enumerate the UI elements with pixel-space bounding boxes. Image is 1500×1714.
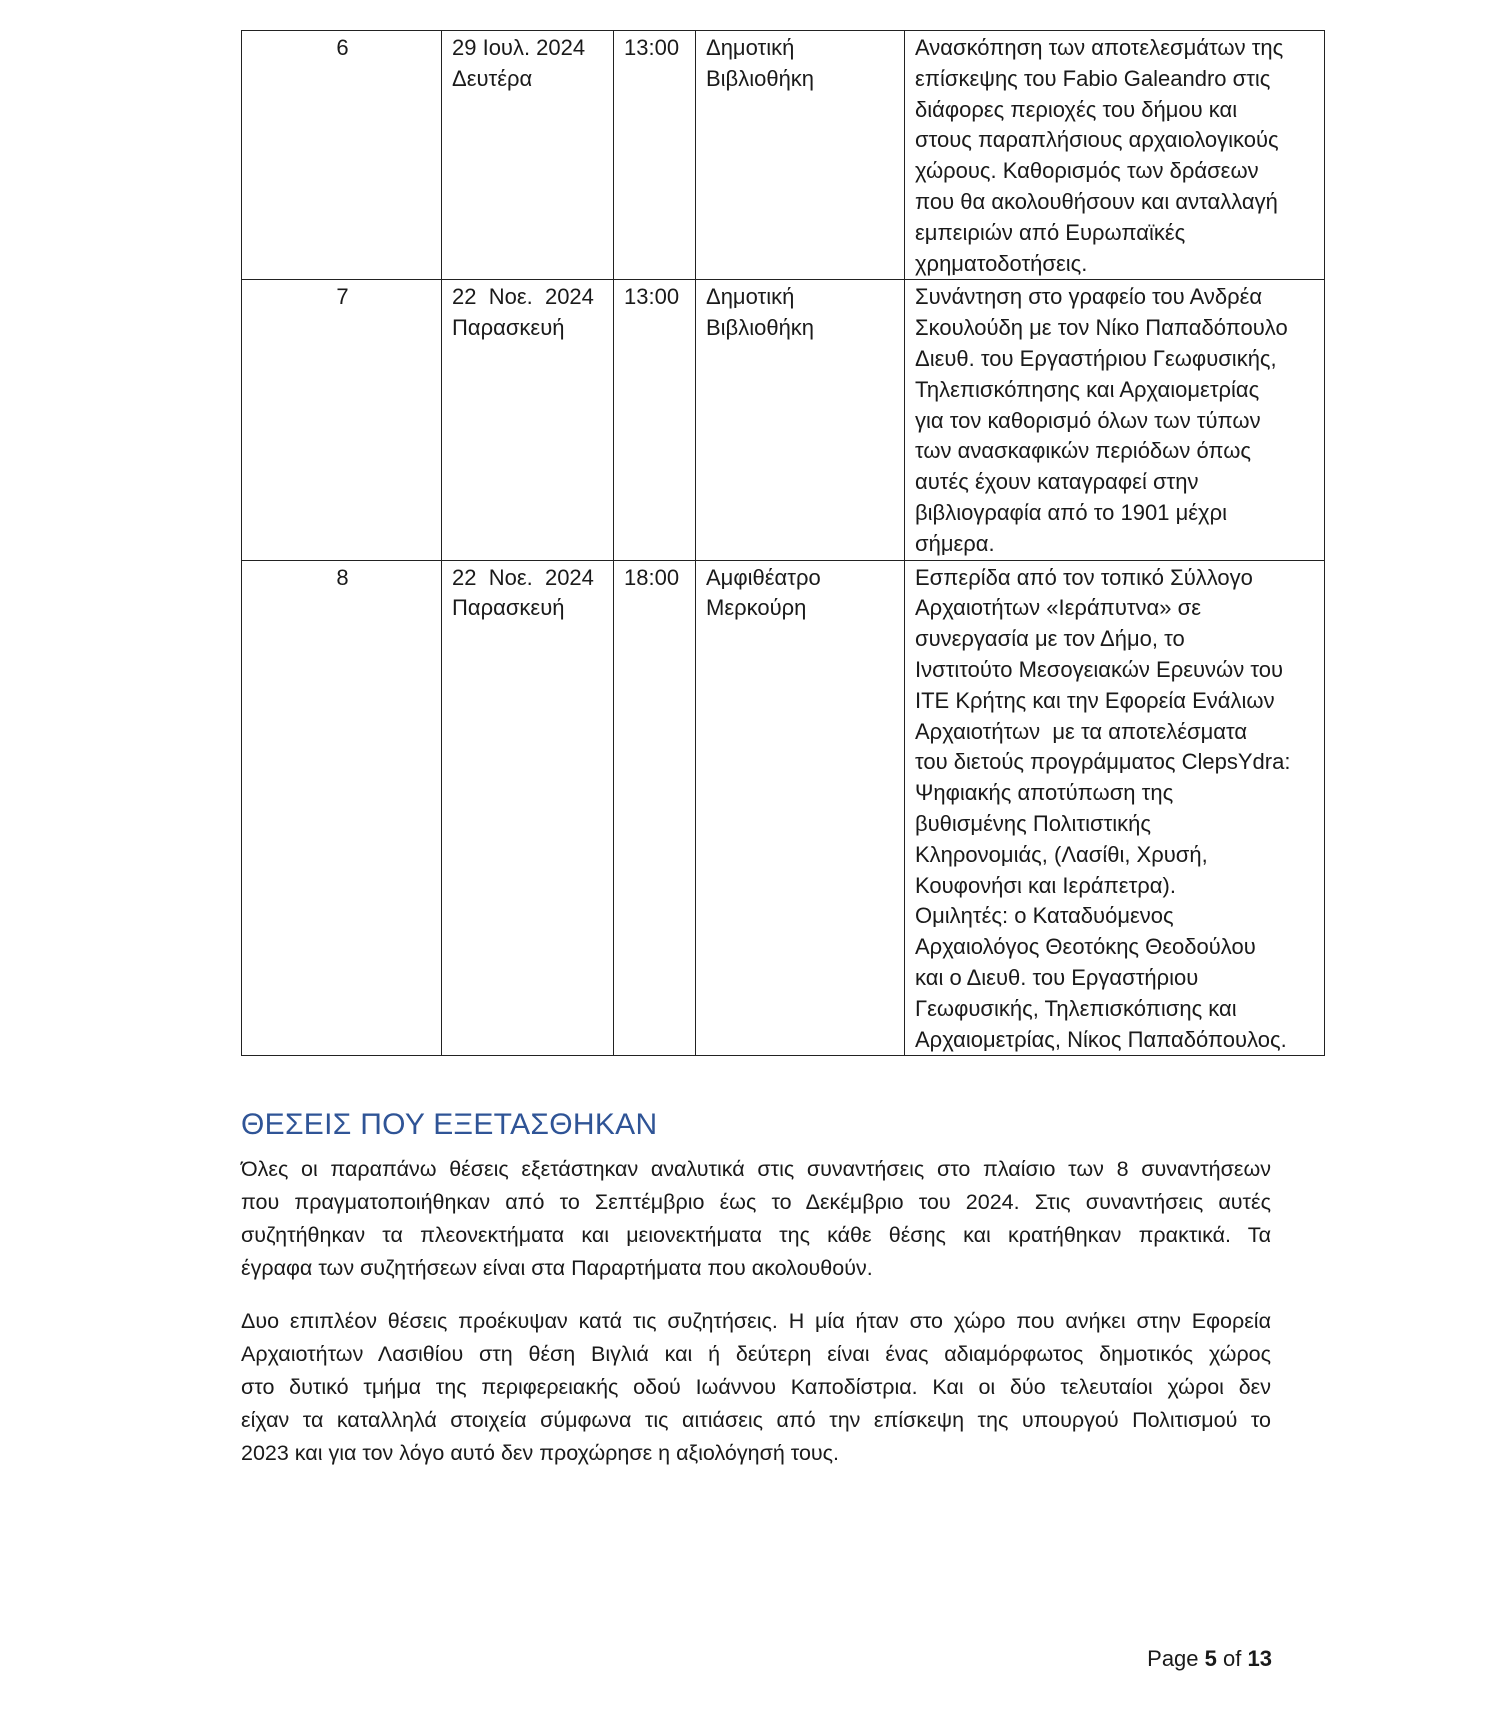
row-number: 6 <box>242 31 442 280</box>
paragraph-examined-sites: Όλες οι παραπάνω θέσεις εξετάστηκαν αναλυτικά στις συναντήσεις στο πλαίσιο των 8 συναντήσεων που πραγματοποιήθηκαν από το Σεπτέμβριο έως το Δεκέμβριο του 2024. Στις συναντήσεις αυτές συζητήθηκαν τα πλεονεκτήματα και μειονεκτήματα της κάθε θέσης και κρατήθηκαν πρακτικά. Τα έγραφα των συζητήσεων είναι στα Παραρτήματα που ακολουθούν. <box>241 1157 1271 1280</box>
row-place: Αμφιθέατρο Μερκούρη <box>696 560 905 1056</box>
table-row <box>242 560 1325 1056</box>
row-description: Συνάντηση στο γραφείο του Ανδρέα Σκουλούδη με τον Νίκο Παπαδόπουλο Διευθ. του Εργαστήριου Γεωφυσικής, Τηλεπισκόπησης και Αρχαιομετρίας για τον καθορισμό όλων των τύπων των ανασκαφικών περιόδων όπως αυτές έχουν καταγραφεί στην βιβλιογραφία από το 1901 μέχρι σήμερα. <box>905 280 1325 560</box>
row-description: Εσπερίδα από τον τοπικό Σύλλογο Αρχαιοτήτων «Ιεράπυτνα» σε συνεργασία με τον Δήμο, το Ινστιτούτο Μεσογειακών Ερευνών του ΙΤΕ Κρήτης και την Εφορεία Ενάλιων Αρχαιοτήτων με τα αποτελέσματα του διετούς προγράμματος ClepsYdra: Ψηφιακής αποτύπωση της βυθισμένης Πολιτιστικής Κληρονομιάς, (Λασίθι, Χρυσή, Κουφονήσι και Ιεράπετρα). Ομιλητές: ο Καταδυόμενος Αρχαιολόγος Θεοτόκης Θεοδούλου και ο Διευθ. του Εργαστήριου Γεωφυσικής, Τηλεπισκόπισης και Αρχαιομετρίας, Νίκος Παπαδόπουλος. <box>905 560 1325 1056</box>
row-description: Ανασκόπηση των αποτελεσμάτων της επίσκεψης του Fabio Galeandro στις διάφορες περιοχές του δήμου και στους παραπλήσιους αρχαιολογικούς χώρους. Καθορισμός των δράσεων που θα ακολουθήσουν και ανταλλαγή εμπειριών από Ευρωπαϊκές χρηματοδοτήσεις. <box>905 31 1325 280</box>
row-number: 8 <box>242 560 442 1056</box>
row-date: 22 Νοε. 2024 Παρασκευή <box>442 560 614 1056</box>
table-row <box>242 280 1325 560</box>
row-place: Δημοτική Βιβλιοθήκη <box>696 31 905 280</box>
page-label: Page <box>1147 1646 1199 1671</box>
row-time: 13:00 <box>614 31 696 280</box>
meetings-table <box>241 30 1325 1056</box>
of-label: of <box>1223 1646 1242 1671</box>
total-pages: 13 <box>1247 1646 1272 1671</box>
table-row <box>242 31 1325 280</box>
row-place: Δημοτική Βιβλιοθήκη <box>696 280 905 560</box>
row-date: 22 Νοε. 2024 Παρασκευή <box>442 280 614 560</box>
page-number <box>1147 1646 1272 1672</box>
row-time: 13:00 <box>614 280 696 560</box>
paragraph-additional-sites: Δυο επιπλέον θέσεις προέκυψαν κατά τις συζητήσεις. Η μία ήταν στο χώρο που ανήκει στην Εφορεία Αρχαιοτήτων Λασιθίου στη θέση Βιγλιά και ή δεύτερη είναι ένας αδιαμόρφωτος δημοτικός χώρος στο δυτικό τμήμα της περιφερειακής οδού Ιωάννου Καποδίστρια. Και οι δύο τελευταίοι χώροι δεν είχαν τα καταλληλά στοιχεία σύμφωνα τις αιτιάσεις από την επίσκεψη της υπουργού Πολιτισμού το 2023 και για τον λόγο αυτό δεν προχώρησε η αξιολόγησή τους. <box>241 1309 1271 1465</box>
current-page: 5 <box>1204 1646 1217 1671</box>
row-number: 7 <box>242 280 442 560</box>
row-time: 18:00 <box>614 560 696 1056</box>
section-heading: ΘΕΣΕΙΣ ΠΟΥ ΕΞΕΤΑΣΘΗΚΑΝ <box>241 1108 658 1141</box>
row-date: 29 Ιουλ. 2024 Δευτέρα <box>442 31 614 280</box>
